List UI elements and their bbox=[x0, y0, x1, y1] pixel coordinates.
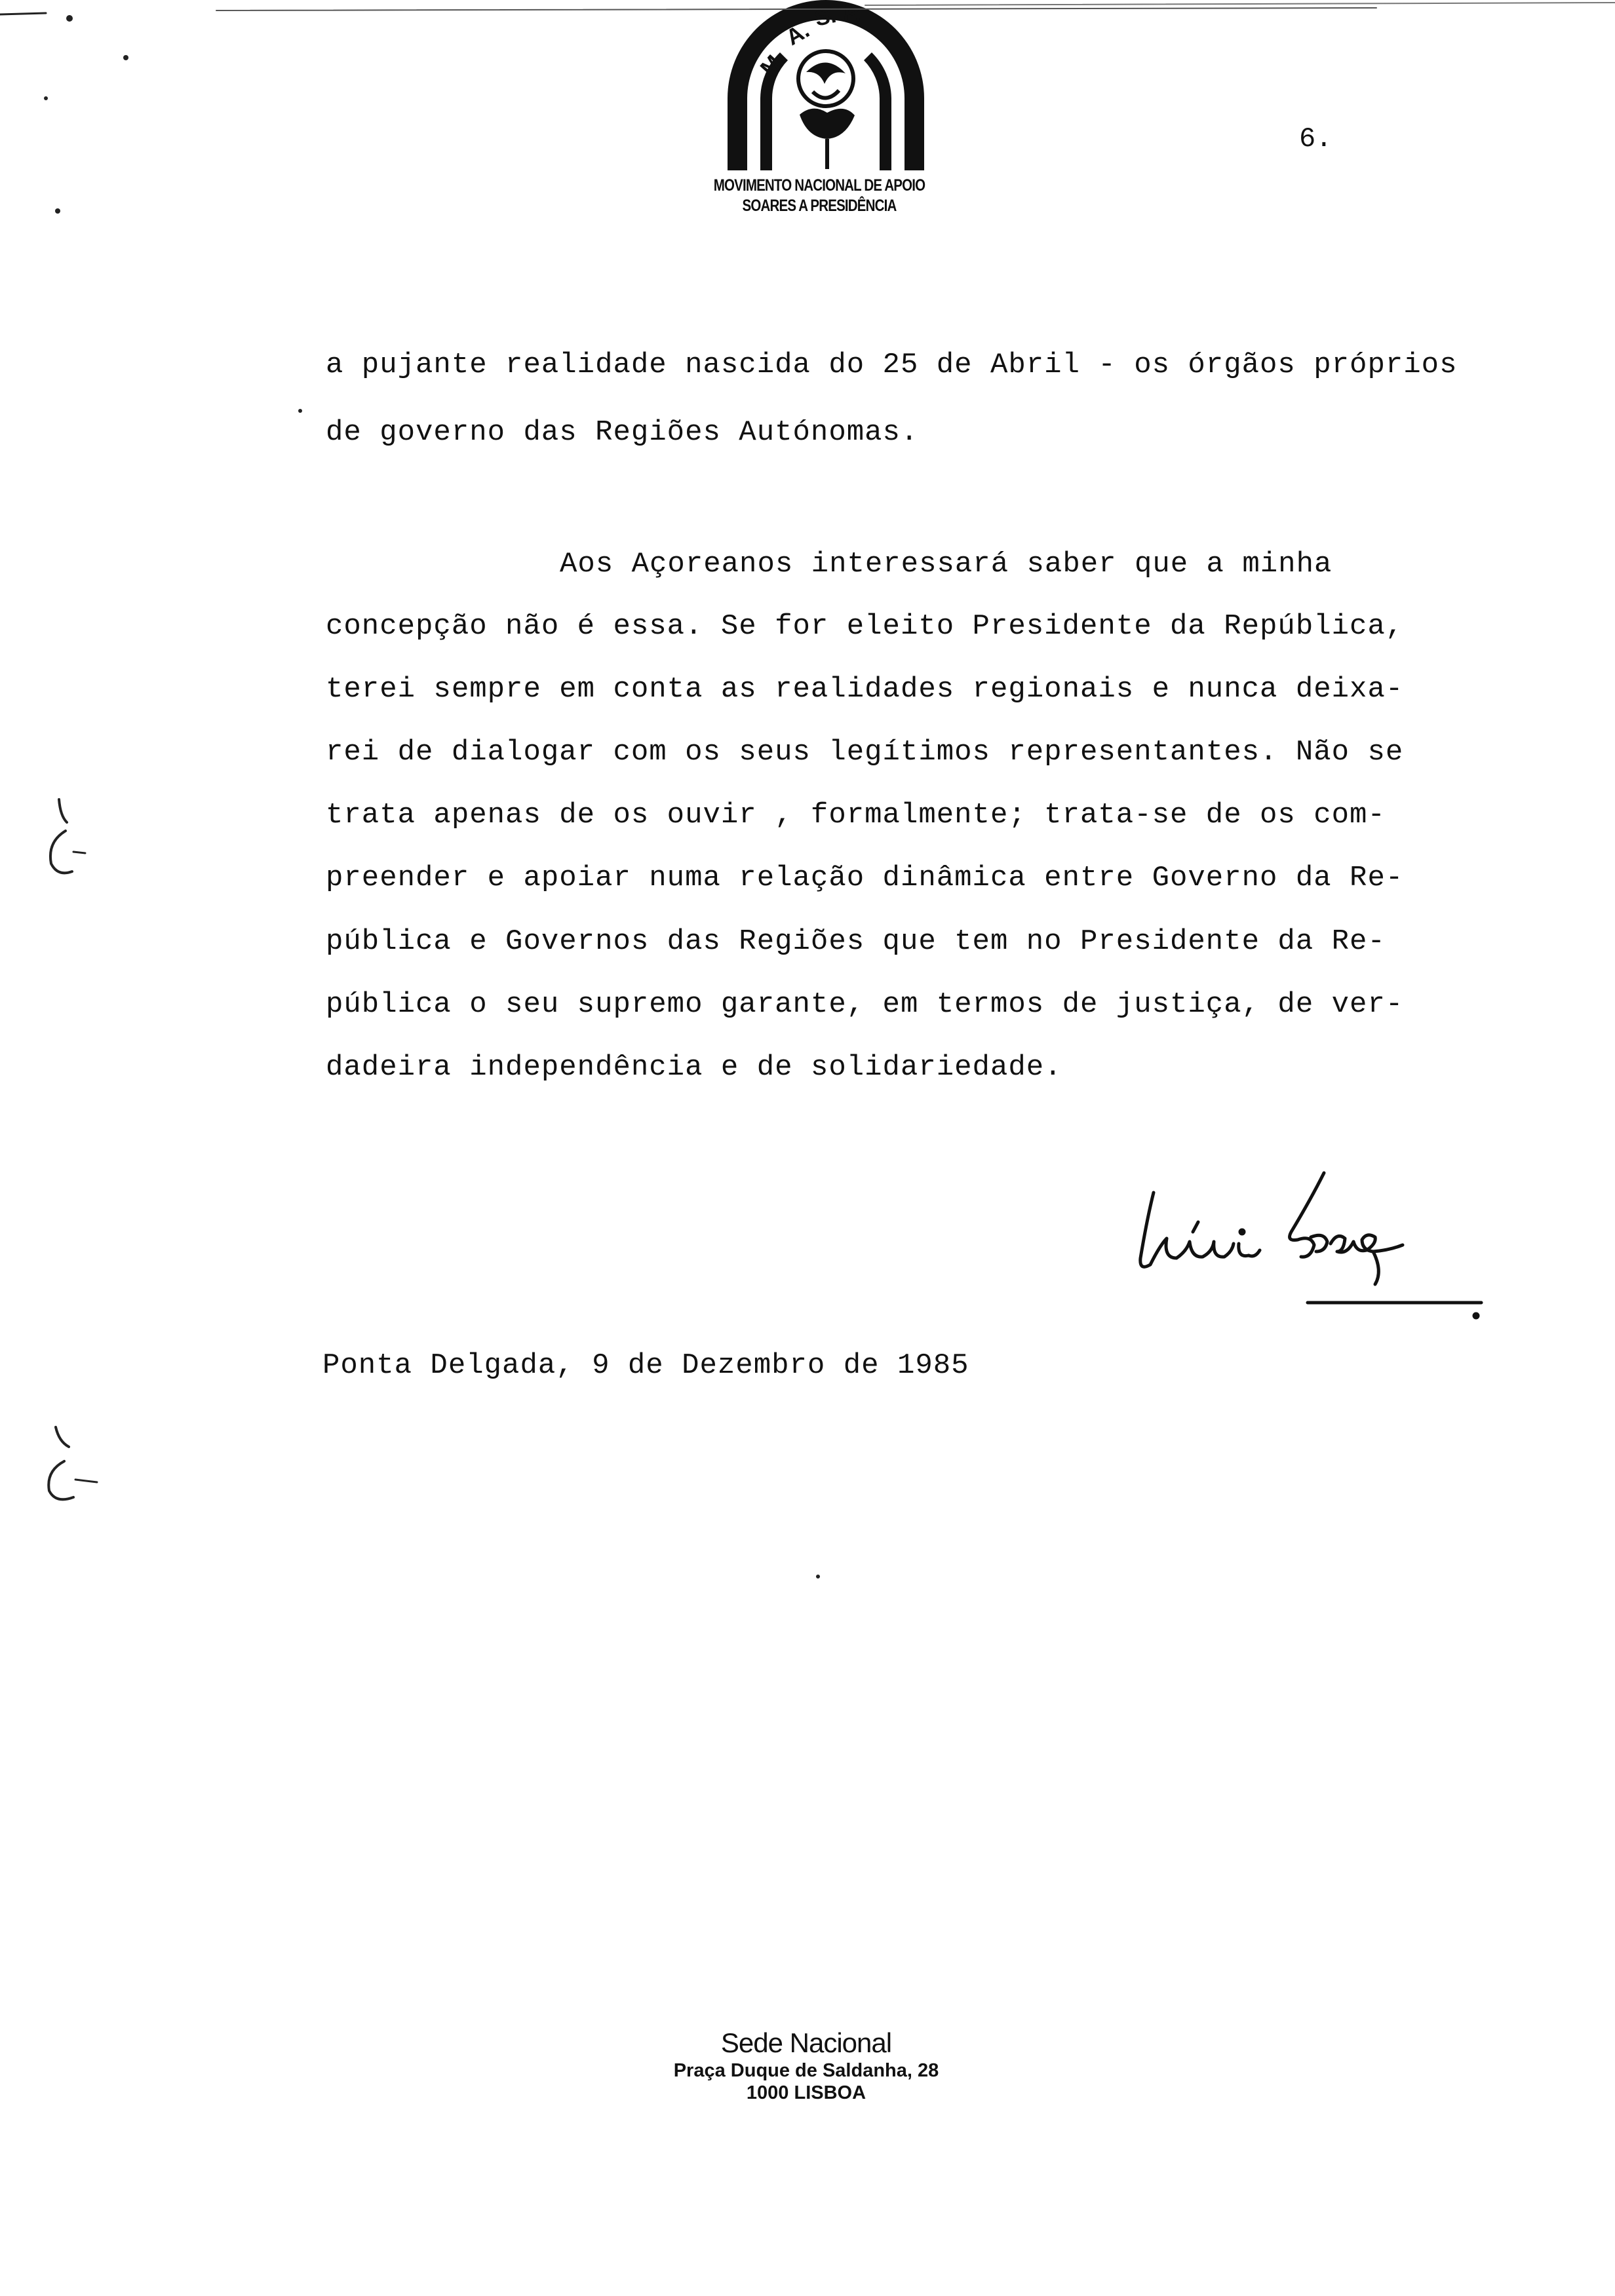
body-line-4: concepção não é essa. Se for eleito Presidente da República, bbox=[326, 610, 1404, 643]
body-line-5: terei sempre em conta as realidades regionais e nunca deixa- bbox=[326, 673, 1404, 706]
svg-text:S.: S. bbox=[812, 2, 839, 31]
body-line-11: dadeira independência e de solidariedade. bbox=[326, 1051, 1062, 1084]
handwritten-signature bbox=[1114, 1160, 1494, 1330]
place-and-date: Ponta Delgada, 9 de Dezembro de 1985 bbox=[322, 1349, 969, 1382]
footer-street: Praça Duque de Saldanha, 28 bbox=[673, 2060, 939, 2081]
body-line-9: pública e Governos das Regiões que tem no Presidente da Re- bbox=[326, 925, 1386, 958]
body-line-10: pública o seu supremo garante, em termos de justiça, de ver- bbox=[326, 988, 1404, 1021]
page-number: 6. bbox=[1299, 123, 1333, 155]
svg-text:M.: M. bbox=[755, 45, 791, 81]
organization-name-line-1: MOVIMENTO NACIONAL DE APOIO bbox=[713, 176, 925, 195]
masp-logo-icon bbox=[714, 0, 937, 177]
body-line-6: rei de dialogar com os seus legítimos representantes. Não se bbox=[326, 736, 1404, 769]
body-line-8: preender e apoiar numa relação dinâmica entre Governo da Re- bbox=[326, 862, 1404, 894]
footer-address bbox=[610, 2027, 1003, 2104]
organization-name bbox=[680, 176, 959, 216]
body-line-7: trata apenas de os ouvir , formalmente; trata-se de os com- bbox=[326, 799, 1386, 832]
organization-name-line-2: SOARES A PRESIDÊNCIA bbox=[742, 197, 897, 215]
svg-text:A.: A. bbox=[782, 18, 814, 50]
body-line-1: a pujante realidade nascida do 25 de Abril - os órgãos próprios bbox=[326, 349, 1458, 381]
svg-text:P.: P. bbox=[842, 0, 863, 27]
footer-hq-label: Sede Nacional bbox=[720, 2027, 892, 2058]
footer-city: 1000 LISBOA bbox=[746, 2082, 866, 2103]
body-line-2: de governo das Regiões Autónomas. bbox=[326, 416, 919, 449]
body-line-3: Aos Açoreanos interessará saber que a minha bbox=[560, 548, 1333, 581]
